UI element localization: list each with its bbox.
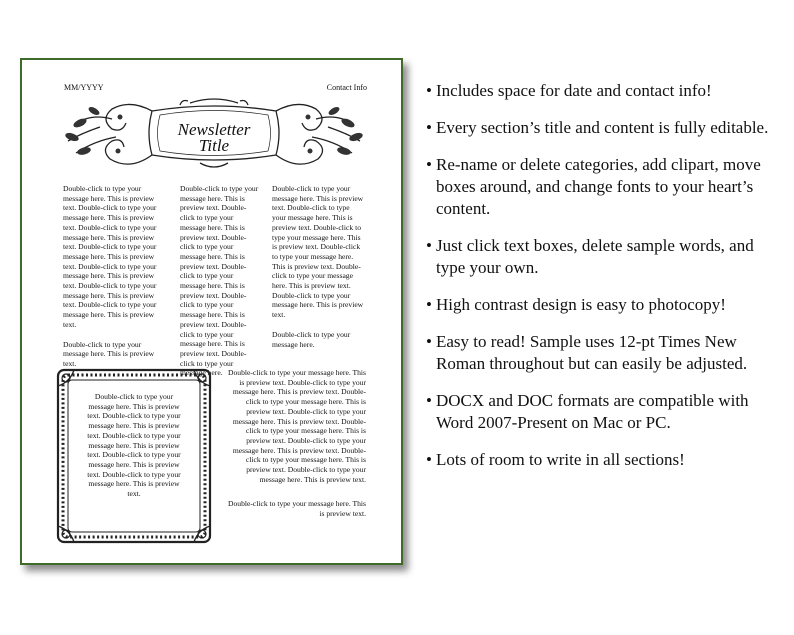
feature-text: Lots of room to write in all sections! [436, 450, 685, 469]
bullet-icon: • [426, 81, 432, 100]
feature-list [426, 80, 781, 486]
newsletter-title-line1[interactable]: Newsletter [177, 120, 251, 139]
date-placeholder[interactable]: MM/YYYY [64, 83, 104, 92]
column-paragraph[interactable]: Double-click to type your message here. This is preview text. [63, 339, 155, 368]
contact-info[interactable]: Contact Info [326, 83, 367, 92]
column-paragraph[interactable]: Double-click to type your message here. This is preview text. Double-click to type your message here. This is preview text. Double-click to type your message here. This is preview text. Double-click to type your message here. This is preview text. Double-click to type your message here. This is preview text. Double-click to type your message here. This is preview text. Double-click to type your message here. [180, 184, 259, 378]
bullet-icon: • [426, 236, 432, 255]
feature-text: DOCX and DOC formats are compatible with Word 2007-Present on Mac or PC. [436, 391, 749, 432]
feature-text: Every section’s title and content is fully editable. [436, 118, 769, 137]
bullet-icon: • [426, 118, 432, 137]
column-paragraph[interactable]: Double-click to type your message here. This is preview text. Double-click to type your message here. This is preview text. Double-click to type your message here. This is preview text. Double-click to type your message here. This is preview text. Double-click to type your message here. This is preview text. Double-click to type your message here. This is preview text. [272, 184, 364, 320]
feature-text: Just click text boxes, delete sample words, and type your own. [436, 236, 754, 277]
right-paragraph[interactable]: Double-click to type your message here. This is preview text. Double-click to type your message here. This is preview text. Double-click to type your message here. This is preview text. Double-click to type your message here. This is preview text. Double-click to type your message here. This is preview text. Double-click to type your message here. This is preview text. Double-click to type your message here. This is preview text. Double-click to type your message here. This is preview text. [228, 368, 366, 484]
newsletter-title-line2[interactable]: Title [198, 136, 230, 155]
column-paragraph[interactable]: Double-click to type your message here. This is preview text. Double-click to type your message here. This is preview text. Double-click to type your message here. This is preview text. Double-click to type your message here. This is preview text. Double-click to type your message here. This is preview text. Double-click to type your message here. This is preview text. Double-click to type your message here. This is preview text. [63, 184, 157, 329]
bullet-icon: • [426, 155, 432, 174]
list-item [426, 390, 781, 434]
text-column-2[interactable] [180, 184, 260, 388]
title-banner [60, 93, 368, 183]
list-item [426, 117, 781, 139]
right-text-block[interactable] [222, 368, 366, 534]
list-item [426, 294, 781, 316]
bullet-icon: • [426, 450, 432, 469]
newsletter-page [20, 58, 403, 565]
feature-text: High contrast design is easy to photocopy! [436, 295, 726, 314]
text-column-3[interactable] [272, 184, 364, 359]
column-paragraph[interactable]: Double-click to type your message here. [272, 329, 351, 349]
list-item [426, 154, 781, 220]
list-item [426, 80, 781, 102]
right-paragraph[interactable]: Double-click to type your message here. This is preview text. [228, 499, 366, 519]
feature-text: Easy to read! Sample uses 12-pt Times New Roman throughout but can easily be adjusted. [436, 332, 748, 373]
bullet-icon: • [426, 295, 432, 314]
feature-text: Re-name or delete categories, add clipart, move boxes around, and change fonts to your heart’s content. [436, 155, 761, 218]
text-column-1[interactable] [63, 184, 163, 379]
list-item [426, 331, 781, 375]
list-item [426, 235, 781, 279]
feature-text: Includes space for date and contact info! [436, 81, 712, 100]
list-item [426, 449, 781, 471]
ornamental-frame-box[interactable] [54, 366, 214, 546]
bullet-icon: • [426, 391, 432, 410]
frame-text[interactable]: Double-click to type your message here. This is preview text. Double-click to type your message here. This is preview text. Double-click to type your message here. This is preview text. Double-click to type your message here. This is preview text. Double-click to type your message here. This is preview text. [87, 392, 181, 499]
bullet-icon: • [426, 332, 432, 351]
